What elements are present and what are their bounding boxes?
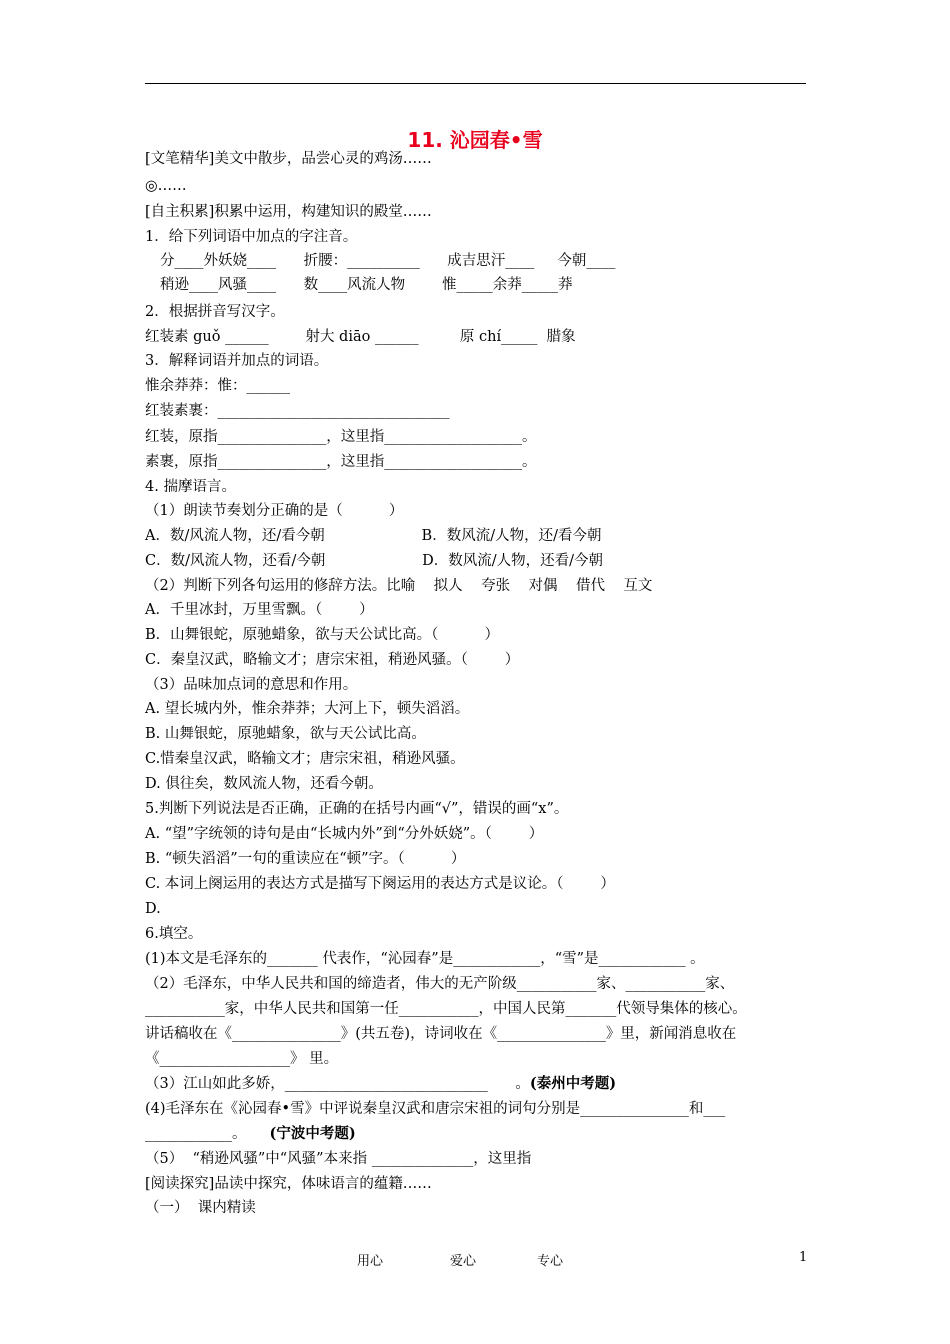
text-line: [文笔精华]美文中散步，品尝心灵的鸡汤……: [145, 151, 432, 167]
text-line: A．千里冰封，万里雪飘。（ ）: [145, 602, 374, 618]
text-line: [145, 1125, 356, 1143]
text-line: [阅读探究]品读中探究，体味语言的蕴籍……: [145, 1176, 432, 1192]
text-line: ◎……: [145, 178, 187, 194]
footer-word: 专心: [537, 1254, 564, 1269]
text-line: （3）品味加点词的意思和作用。: [145, 677, 358, 693]
footer-word: 用心: [357, 1254, 384, 1269]
fill-blank-line: ____________。: [145, 1126, 247, 1142]
text-line: B. “顿失滔滔”一句的重读应在“顿”字。（ ）: [145, 851, 466, 867]
text-line: C.惜秦皇汉武，略输文才；唐宗宋祖，稍逊风骚。: [145, 751, 465, 767]
text-line: （一） 课内精读: [145, 1200, 256, 1216]
text-line: （2）毛泽东，中华人民共和国的缔造者，伟大的无产阶级___________家、___________家、: [145, 976, 735, 992]
source-tag: (宁波中考题): [269, 1125, 356, 1142]
text-line: ___________家，中华人民共和国第一任___________，中国人民第_______代领导集体的核心。: [145, 1001, 747, 1017]
text-line: （1）朗读节奏划分正确的是（ ）: [145, 503, 404, 519]
text-line: 红装，原指_______________，这里指___________________。: [145, 429, 537, 445]
text-line: C．数/风流人物，还看/今朝 D．数风流/人物，还看/今朝: [145, 553, 604, 569]
page-title: 11. 沁园春•雪: [407, 128, 543, 152]
text-line: [自主积累]积累中运用，构建知识的殿堂……: [145, 204, 432, 220]
text-line: 3．解释词语并加点的词语。: [145, 353, 329, 369]
text-line: C．秦皇汉武，略输文才；唐宗宋祖，稍逊风骚。（ ）: [145, 652, 520, 668]
text-line: 讲话稿收在《_______________》(共五卷)，诗词收在《_______________》里，新闻消息收在: [145, 1026, 737, 1042]
text-line: 5.判断下列说法是否正确，正确的在括号内画“√”，错误的画“x”。: [145, 801, 569, 817]
text-line: 分____外妖娆____ 折腰：__________ 成吉思汗____ 今朝____: [160, 253, 616, 269]
text-line: 素裹，原指_______________，这里指___________________。: [145, 454, 537, 470]
source-tag: (泰州中考题): [529, 1075, 617, 1092]
text-line: 6.填空。: [145, 926, 203, 942]
text-line: B．山舞银蛇，原驰蜡象，欲与天公试比高。（ ）: [145, 627, 499, 643]
text-line: 稍逊____风骚____ 数____风流人物 惟_____余莽_____莽: [160, 277, 573, 293]
text-line: A. “望”字统领的诗句是由“长城内外”到“分外妖娆”。（ ）: [145, 826, 544, 842]
text-line: 1．给下列词语中加点的字注音。: [145, 229, 358, 245]
text-line: D.: [145, 901, 161, 917]
text-line: [145, 1075, 616, 1093]
text-line: A. 望长城内外，惟余莽莽；大河上下，顿失滔滔。: [145, 701, 470, 717]
text-line: 4. 揣摩语言。: [145, 479, 236, 495]
text-line: 惟余莽莽：惟：______: [145, 378, 290, 394]
text-line: （2）判断下列各句运用的修辞方法。比喻 拟人 夸张 对偶 借代 互文: [145, 578, 653, 594]
text-line: (1)本文是毛泽东的_______ 代表作，“沁园春”是____________，“雪”是____________ 。: [145, 951, 705, 967]
fill-blank-line: （3）江山如此多娇，____________________________ 。: [145, 1076, 530, 1092]
text-line: B. 山舞银蛇，原驰蜡象，欲与天公试比高。: [145, 726, 426, 742]
text-line: 红装素裹：________________________________: [145, 403, 450, 419]
text-line: （5） “稍逊风骚”中“风骚”本来指 ______________，这里指: [145, 1151, 532, 1167]
text-line: D. 俱往矣，数风流人物，还看今朝。: [145, 776, 383, 792]
footer-word: 爱心: [450, 1254, 477, 1269]
text-line: 红装素 guǒ ______ 射大 diāo ______ 原 chí_____ 腊象: [145, 329, 576, 345]
text-line: C. 本词上阕运用的表达方式是描写下阕运用的表达方式是议论。（ ）: [145, 876, 615, 892]
page-number: 1: [799, 1250, 808, 1265]
text-line: A．数/风流人物，还/看今朝 B．数风流/人物，还/看今朝: [145, 528, 602, 544]
text-line: 2．根据拼音写汉字。: [145, 304, 285, 320]
text-line: 《__________________》 里。: [145, 1051, 339, 1067]
header-rule: [145, 83, 806, 84]
text-line: (4)毛泽东在《沁园春•雪》中评说秦皇汉武和唐宗宋祖的词句分别是_______________和___: [145, 1101, 726, 1117]
